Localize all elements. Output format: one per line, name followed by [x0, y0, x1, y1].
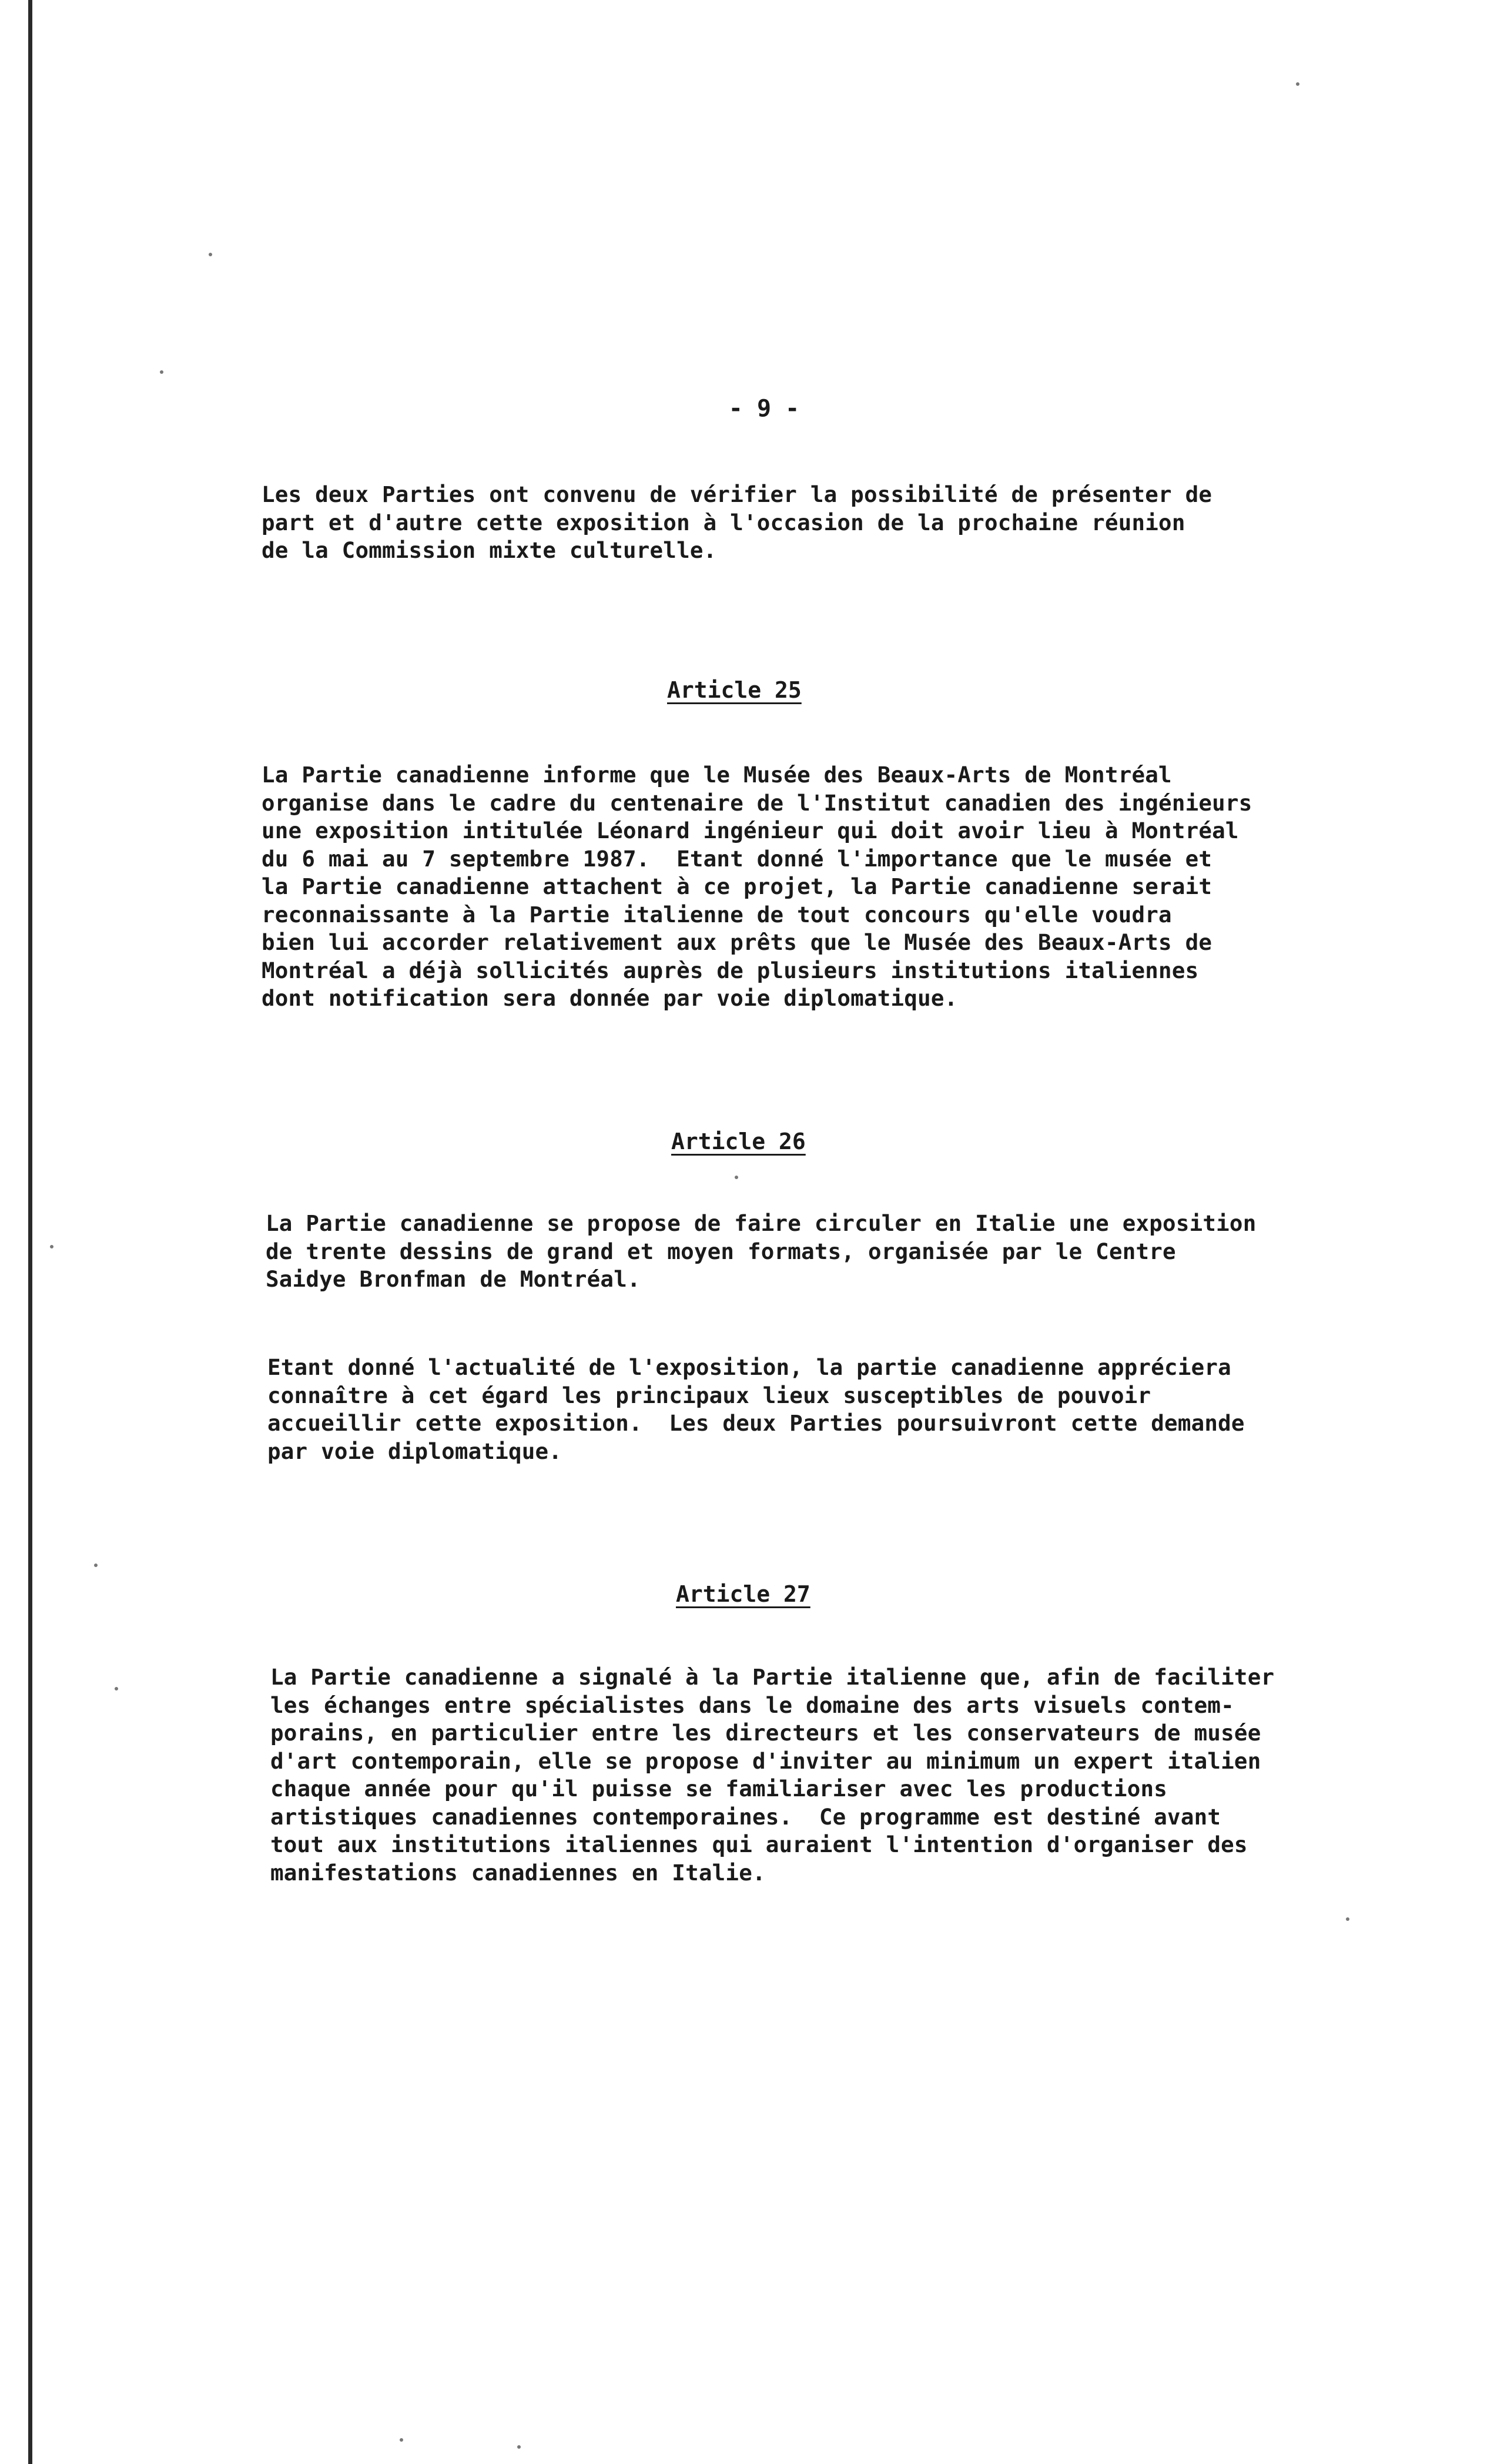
text-line: part et d'autre cette exposition à l'occasion de la prochaine réunion [262, 509, 1185, 535]
text-line: une exposition intitulée Léonard ingénieur qui doit avoir lieu à Montréal [262, 818, 1239, 843]
text-line: d'art contemporain, elle se propose d'inviter au minimum un expert italien [270, 1747, 1261, 1774]
scan-speck [50, 1245, 53, 1248]
text-line: connaître à cet égard les principaux lieux susceptibles de pouvoir [267, 1382, 1151, 1408]
scan-speck [209, 253, 212, 256]
scan-speck [1346, 1917, 1349, 1921]
text-line: Etant donné l'actualité de l'exposition, la partie canadienne appréciera [267, 1354, 1231, 1380]
article-25-heading: Article 25 [667, 677, 802, 703]
text-line: du 6 mai au 7 septembre 1987. Etant donné l'importance que le musée et [262, 845, 1212, 872]
text-line: bien lui accorder relativement aux prêts que le Musée des Beaux-Arts de [262, 929, 1212, 955]
article-27-paragraph [270, 1663, 1274, 1887]
scan-speck [94, 1564, 98, 1567]
intro-paragraph [262, 481, 1212, 565]
text-line: de la Commission mixte culturelle. [262, 537, 717, 563]
text-line: Les deux Parties ont convenu de vérifier la possibilité de présenter de [262, 481, 1212, 507]
text-line: les échanges entre spécialistes dans le domaine des arts visuels contem- [270, 1692, 1234, 1718]
scan-speck [160, 370, 163, 374]
page-number: - 9 - [728, 395, 800, 422]
text-line: organise dans le cadre du centenaire de l'Institut canadien des ingénieurs [262, 789, 1252, 816]
text-line: de trente dessins de grand et moyen formats, organisée par le Centre [266, 1238, 1176, 1264]
text-line: manifestations canadiennes en Italie. [270, 1859, 766, 1886]
scan-speck [1296, 82, 1299, 86]
scan-edge-rule [28, 0, 32, 2464]
text-line: Saidye Bronfman de Montréal. [266, 1266, 641, 1292]
scan-speck [735, 1176, 738, 1179]
text-line: dont notification sera donnée par voie diplomatique. [262, 985, 958, 1011]
scan-speck [400, 2438, 403, 2442]
text-line: la Partie canadienne attachent à ce projet, la Partie canadienne serait [262, 873, 1212, 899]
text-line: chaque année pour qu'il puisse se familiariser avec les productions [270, 1776, 1168, 1802]
article-25-paragraph [262, 761, 1252, 1013]
text-line: par voie diplomatique. [267, 1438, 562, 1464]
text-line: accueillir cette exposition. Les deux Parties poursuivront cette demande [267, 1410, 1245, 1436]
text-line: artistiques canadiennes contemporaines. Ce programme est destiné avant [270, 1803, 1221, 1830]
scan-speck [115, 1687, 118, 1690]
text-line: reconnaissante à la Partie italienne de tout concours qu'elle voudra [262, 901, 1172, 928]
article-26-heading: Article 26 [671, 1129, 806, 1154]
article-26-paragraph-2 [267, 1354, 1245, 1465]
scan-speck [517, 2445, 521, 2449]
text-line: Montréal a déjà sollicités auprès de plusieurs institutions italiennes [262, 957, 1199, 983]
text-line: tout aux institutions italiennes qui auraient l'intention d'organiser des [270, 1832, 1248, 1857]
text-line: porains, en particulier entre les directeurs et les conservateurs de musée [270, 1720, 1261, 1746]
text-line: La Partie canadienne a signalé à la Partie italienne que, afin de faciliter [270, 1664, 1275, 1690]
text-line: La Partie canadienne se propose de faire circuler en Italie une exposition [266, 1210, 1257, 1236]
article-27-heading: Article 27 [676, 1581, 810, 1607]
article-26-paragraph-1 [266, 1210, 1257, 1294]
text-line: La Partie canadienne informe que le Musée des Beaux-Arts de Montréal [262, 762, 1172, 788]
